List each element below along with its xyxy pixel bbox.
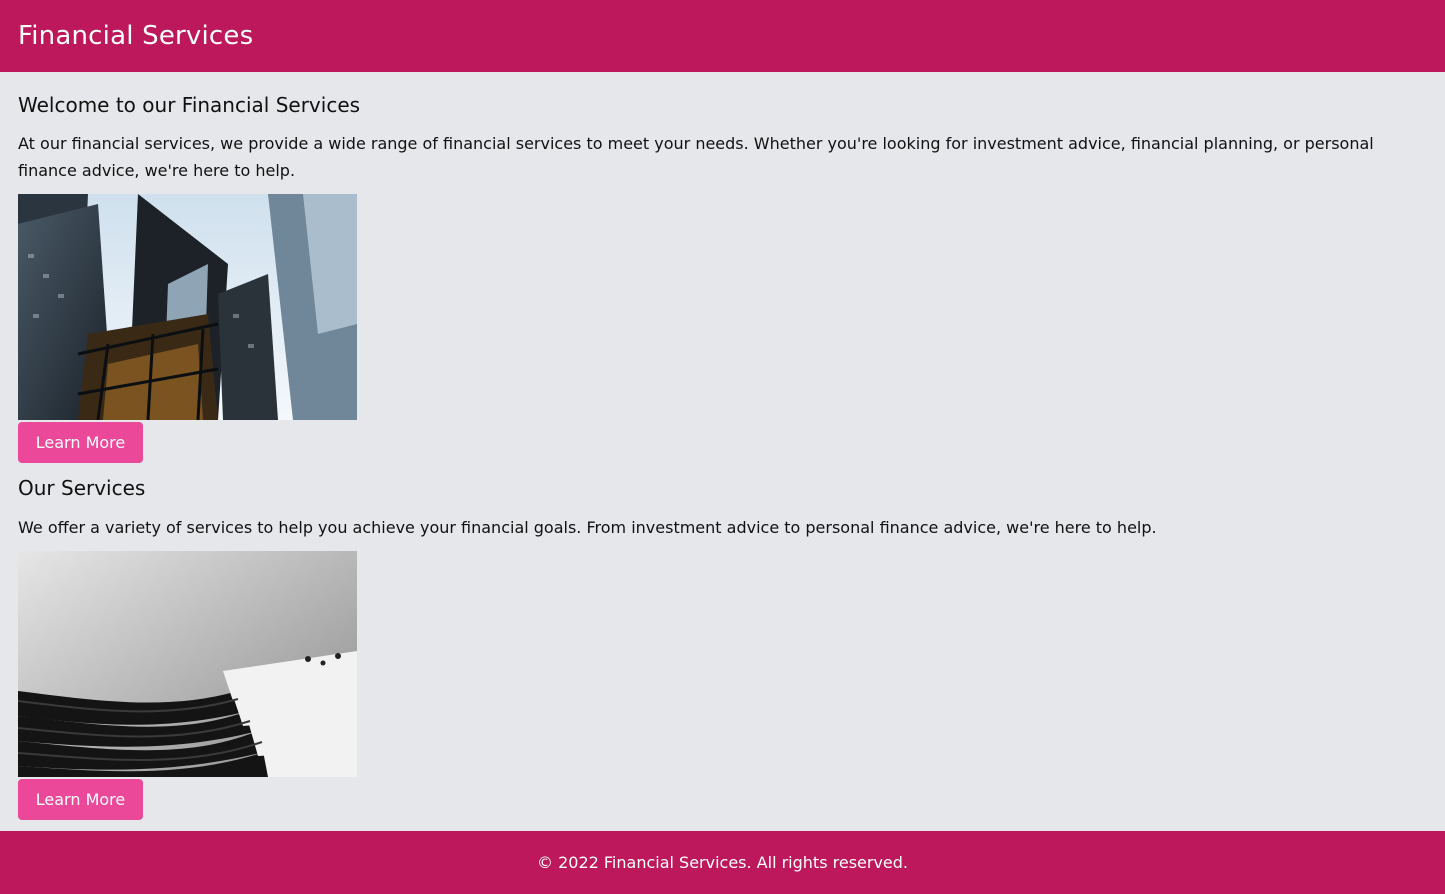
skyscrapers-photo: [18, 194, 357, 420]
learn-more-button-services[interactable]: Learn More: [18, 779, 143, 820]
copyright-text: © 2022 Financial Services. All rights reserved.: [537, 853, 908, 872]
services-paragraph: We offer a variety of services to help you achieve your financial goals. From investment advice to personal finance advice, we're here to help.: [18, 518, 1157, 537]
site-header: [0, 0, 1445, 72]
learn-more-button-welcome[interactable]: Learn More: [18, 422, 143, 463]
site-title: Financial Services: [18, 21, 254, 51]
welcome-paragraph: At our financial services, we provide a wide range of financial services to meet your needs. Whether you're looking for investment advice, financial planning, or personal finance advice, we're here to help.: [18, 134, 1374, 180]
site-footer: [0, 831, 1445, 894]
services-heading: Our Services: [18, 476, 146, 500]
office-chairs-photo: [18, 551, 357, 777]
welcome-heading: Welcome to our Financial Services: [18, 93, 361, 117]
